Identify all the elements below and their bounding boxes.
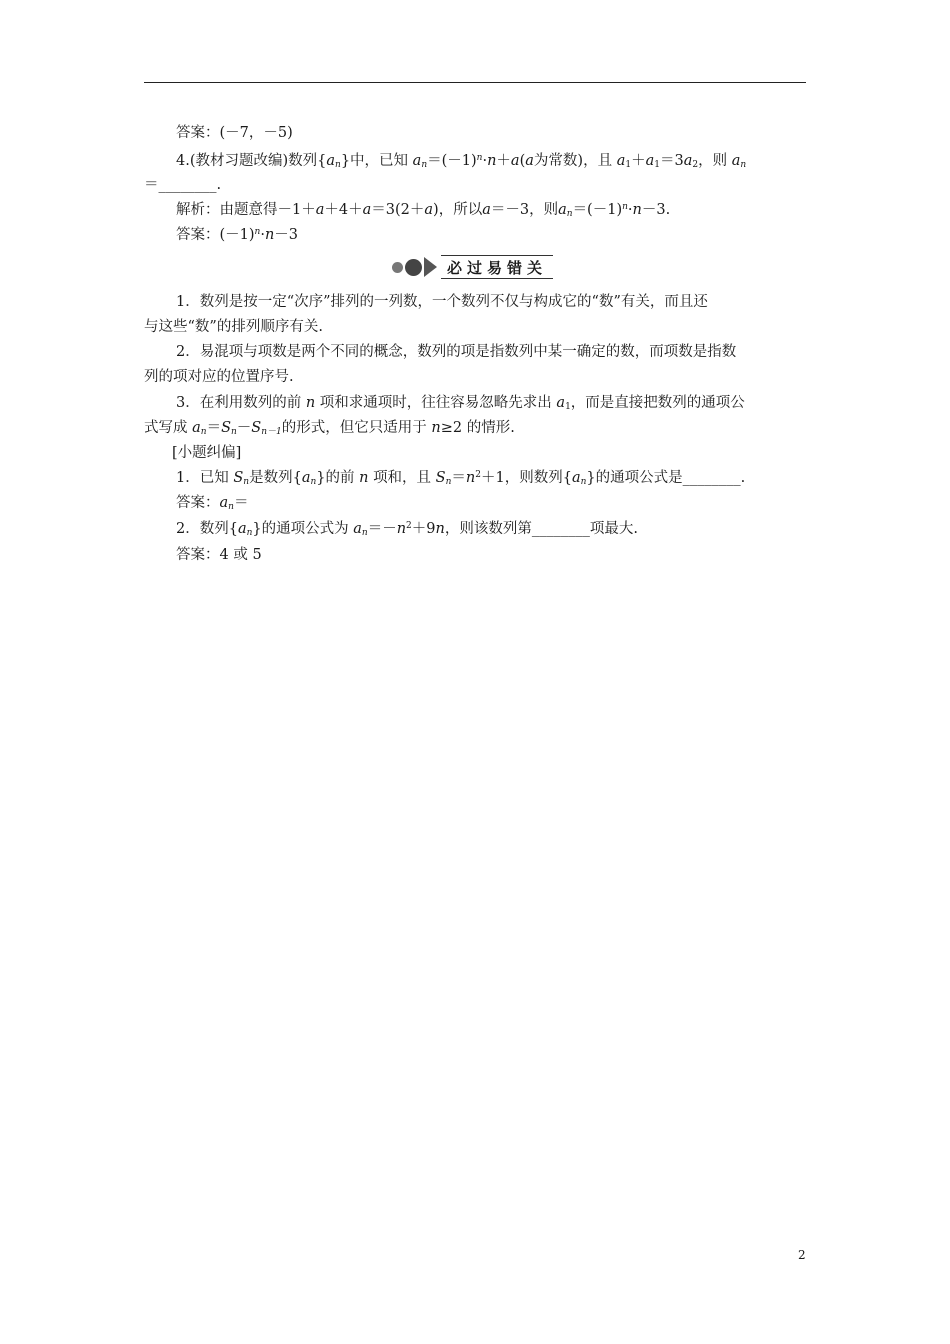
question-4-line-2: ＝________. [144, 177, 222, 193]
point-3-line-1: 3．在利用数列的前 n 项和求通项时，往往容易忽略先求出 $a_1$，而是直接把数列的通项公 [176, 395, 745, 412]
point-3-line-2: 式写成 $a_n=S_n-S_{n-1}$的形式，但它只适用于 n≥2 的情形. [144, 420, 515, 437]
banner-arrow-icon [424, 257, 437, 277]
banner-dot-large-icon [405, 259, 422, 276]
answer-3: 答案：(－7，－5) [176, 125, 293, 141]
analysis-4: 解析：由题意得－1＋a＋4＋a＝3(2＋a)，所以a＝－3，则$a_n=(-1)^n\cdot n-3$. [176, 202, 671, 219]
practice-question-2: 2．数列$\{a_n\}$的通项公式为 $a_n=-n^2+9n$，则该数列第________项最大. [176, 521, 638, 538]
practice-answer-1: 答案：$a_n=$ [176, 495, 249, 512]
banner-title: 必过易错关 [441, 255, 553, 279]
practice-question-1: 1．已知 $S_n$是数列$\{a_n\}$的前 n 项和，且 $S_n=n^2+1$，则数列$\{a_n\}$的通项公式是________. [176, 470, 746, 487]
section-banner [392, 255, 553, 279]
practice-answer-2: 答案：4 或 5 [176, 547, 262, 563]
banner-dot-small-icon [392, 262, 403, 273]
point-1-line-2: 与这些“数”的排列顺序有关. [144, 319, 323, 335]
page-number: 2 [798, 1248, 806, 1262]
answer-4: 答案：$(-1)^n\cdot n-3$ [176, 227, 299, 243]
question-4-line-1: 4.(教材习题改编)数列$\{a_n\}$中，已知 $a_n=(-1)^n\cdot n+a(a$为常数)，且 $a_1+a_1=3a_2$，则 $a_n$ [176, 153, 747, 170]
section-label: [小题纠偏] [172, 445, 242, 461]
point-2-line-2: 列的项对应的位置序号. [144, 369, 294, 385]
point-1-line-1: 1．数列是按一定“次序”排列的一列数，一个数列不仅与构成它的“数”有关，而且还 [176, 294, 708, 310]
header-rule [144, 82, 806, 83]
point-2-line-1: 2．易混项与项数是两个不同的概念，数列的项是指数列中某一确定的数，而项数是指数 [176, 344, 737, 360]
